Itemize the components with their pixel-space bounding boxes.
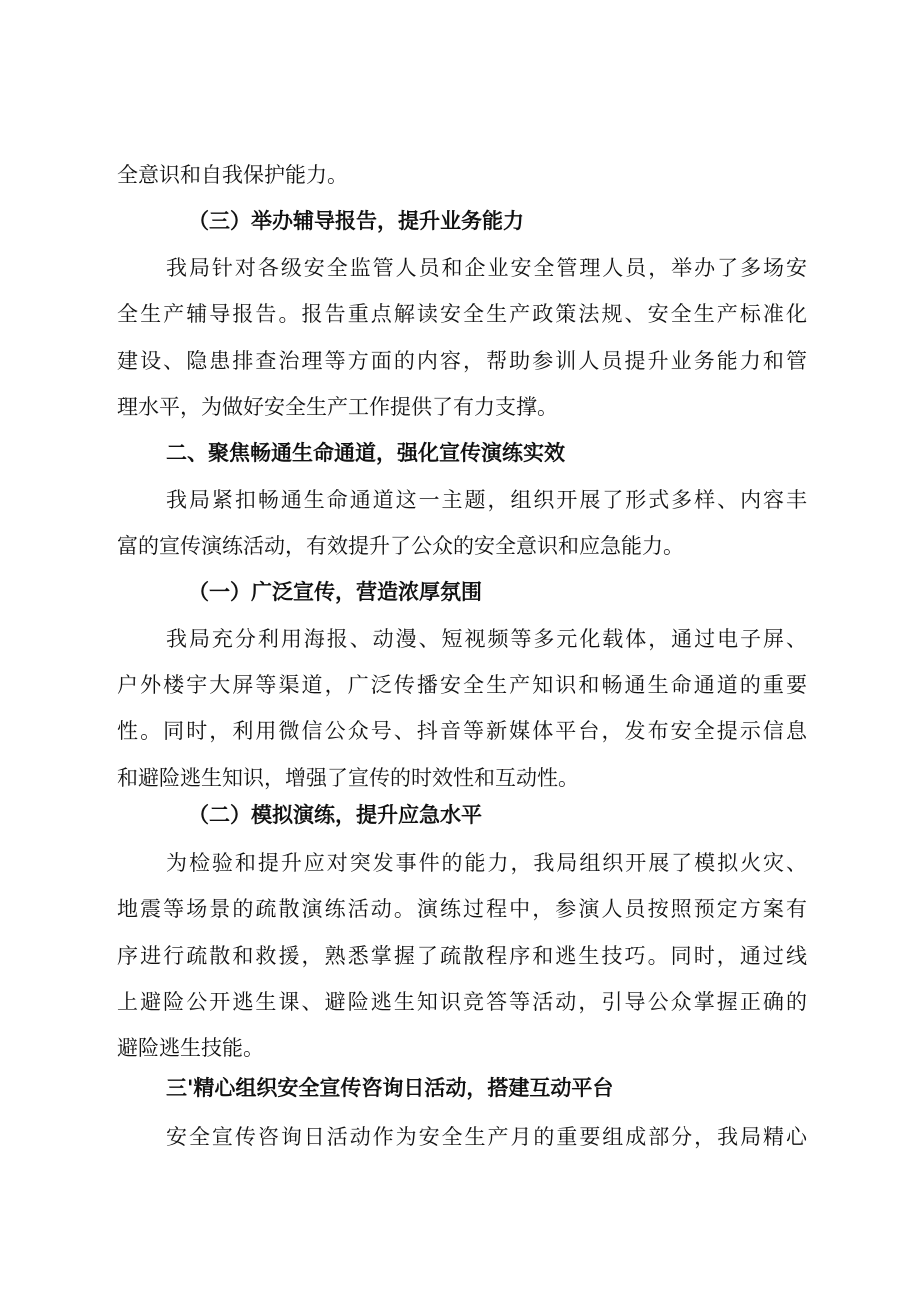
paragraph-line: 为检验和提升应对突发事件的能力，我局组织开展了模拟火灾、 — [166, 851, 807, 875]
paragraph-line: 富的宣传演练活动，有效提升了公众的安全意识和应急能力。 — [117, 534, 684, 558]
section-heading-2: （二）模拟演练，提升应急水平 — [188, 802, 482, 827]
paragraph-line: 户外楼宇大屏等渠道，广泛传播安全生产知识和畅通生命通道的重要 — [117, 673, 807, 697]
paragraph-line: 我局充分利用海报、动漫、短视频等多元化载体，通过电子屏、 — [166, 627, 807, 651]
paragraph-line: 和避险逃生知识，增强了宣传的时效性和互动性。 — [117, 766, 579, 790]
chapter-heading-3: 三'精心组织安全宣传咨询日活动，搭建互动平台 — [166, 1075, 614, 1100]
chapter-heading-2: 二、聚焦畅通生命通道，强化宣传演练实效 — [166, 440, 565, 465]
paragraph-line: 全意识和自我保护能力。 — [117, 163, 348, 187]
paragraph-line: 建设、隐患排查治理等方面的内容，帮助参训人员提升业务能力和管 — [117, 349, 807, 373]
paragraph-line: 安全宣传咨询日活动作为安全生产月的重要组成部分，我局精心 — [166, 1125, 807, 1149]
paragraph-line: 理水平，为做好安全生产工作提供了有力支撑。 — [117, 395, 558, 419]
section-heading-3: （三）举办辅导报告，提升业务能力 — [188, 208, 524, 233]
paragraph-line: 性。同时，利用微信公众号、抖音等新媒体平台，发布安全提示信息 — [117, 719, 807, 743]
paragraph-line: 上避险公开逃生课、避险逃生知识竞答等活动，引导公众掌握正确的 — [117, 990, 807, 1014]
paragraph-line: 全生产辅导报告。报告重点解读安全生产政策法规、安全生产标准化 — [117, 302, 807, 326]
section-heading-1: （一）广泛宣传，营造浓厚氛围 — [188, 579, 482, 604]
paragraph-line: 地震等场景的疏散演练活动。演练过程中，参演人员按照预定方案有 — [117, 897, 807, 921]
paragraph-line: 我局针对各级安全监管人员和企业安全管理人员，举办了多场安 — [166, 256, 807, 280]
paragraph-line: 序进行疏散和救援，熟悉掌握了疏散程序和逃生技巧。同时，通过线 — [117, 944, 807, 968]
paragraph-line: 避险逃生技能。 — [117, 1036, 264, 1060]
paragraph-line: 我局紧扣畅通生命通道这一主题，组织开展了形式多样、内容丰 — [166, 488, 807, 512]
